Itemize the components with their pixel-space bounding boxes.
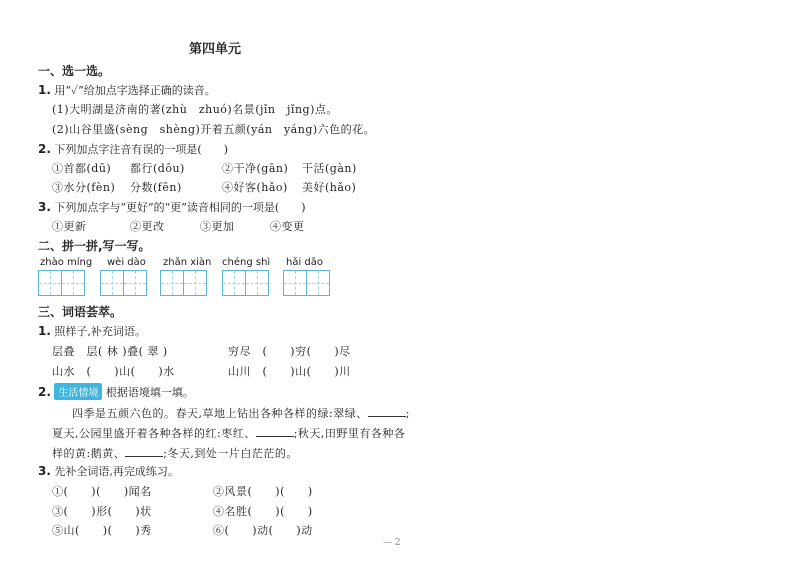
q3-option-3: ③更加 (200, 220, 235, 233)
question-1 (38, 82, 216, 98)
part-1-text: 照样子,补充词语。 (54, 325, 146, 338)
part-1-row-1a: 层叠 层( 林 )叠( 翠 ) (52, 345, 168, 358)
writing-grid-5[interactable] (283, 270, 330, 296)
part-1-row-2b: 山川 ( )山( )川 (228, 365, 351, 378)
part-3-item-6: ⑥( )动( )动 (213, 524, 313, 537)
paragraph-line-2-end: ;秋天,田野里有各种各 (293, 427, 406, 440)
question-1-line-2: (2)山谷里盛(sèng shèng)开着五颜(yán yáng)六色的花。 (52, 123, 376, 136)
fill-blank-2[interactable] (256, 426, 294, 437)
q2-option-4b: 美好(hǎo) (302, 181, 357, 194)
writing-grid-1[interactable] (38, 270, 85, 296)
pinyin-5: hǎi dǎo (286, 257, 324, 268)
part-1-row-2a: 山水 ( )山( )水 (52, 365, 175, 378)
question-2-number: 2. (38, 142, 51, 156)
section-3-heading: 三、词语荟萃。 (38, 305, 123, 319)
pinyin-2: wèi dào (107, 257, 146, 268)
part-2-number: 2. (38, 385, 51, 399)
question-1-line-1: (1)大明湖是济南的著(zhù zhuó)名景(jǐn jǐng)点。 (52, 103, 338, 116)
writing-grid-2[interactable] (100, 270, 147, 296)
q2-option-3b: 分数(fēn) (130, 181, 182, 194)
section-2-heading: 二、拼一拼,写一写。 (38, 239, 151, 253)
part-3-number: 3. (38, 464, 51, 478)
question-3 (38, 199, 306, 215)
section-1-heading: 一、选一选。 (38, 64, 111, 78)
part-3-item-3: ③( )形( )状 (52, 505, 152, 518)
paragraph-line-3-end: ;冬天,到处一片白茫茫的。 (163, 447, 298, 460)
q2-option-1b: 都行(dōu) (130, 162, 185, 175)
pinyin-3: zhǎn xiàn (163, 257, 212, 268)
question-1-text: 用“✓”给加点字选择正确的读音。 (54, 84, 216, 97)
part-2-text: 根据语境填一填。 (105, 386, 194, 399)
part-3-item-2: ②风景( )( ) (213, 485, 313, 498)
paragraph-line-2 (52, 425, 405, 441)
paragraph-line-3-text: 样的黄:鹅黄、 (52, 447, 126, 460)
question-3-number: 3. (38, 200, 51, 214)
q2-option-1a: ①首都(dū) (52, 162, 112, 175)
life-context-tag: 生活情境 (54, 383, 102, 400)
question-1-number: 1. (38, 83, 51, 97)
part-3-item-4: ④名胜( )( ) (213, 505, 313, 518)
pinyin-1: zhào míng (40, 257, 93, 268)
q3-option-1: ①更新 (52, 220, 87, 233)
q2-option-2a: ②干净(gān) (222, 162, 289, 175)
part-1-row-1b: 穷尽 ( )穷( )尽 (228, 345, 351, 358)
question-2-text: 下列加点字注音有误的一项是( ) (54, 143, 229, 156)
question-3-text: 下列加点字与“更好”的“更”读音相同的一项是( ) (54, 201, 306, 214)
writing-grid-3[interactable] (160, 270, 207, 296)
q2-option-4a: ④好客(hǎo) (222, 181, 288, 194)
pinyin-4: chéng shì (222, 257, 271, 268)
fill-blank-3[interactable] (125, 446, 163, 457)
part-3-item-1: ①( )( )闻名 (52, 485, 152, 498)
q3-option-4: ④变更 (270, 220, 305, 233)
q2-option-3a: ③水分(fèn) (52, 181, 116, 194)
part-3-item-5: ⑤山( )( )秀 (52, 524, 152, 537)
part-3-text: 先补全词语,再完成练习。 (54, 465, 179, 478)
page-title: 第四单元 (188, 42, 241, 57)
paragraph-line-3 (52, 445, 298, 461)
part-1-number: 1. (38, 324, 51, 338)
q2-option-2b: 干活(gàn) (302, 162, 357, 175)
q3-option-2: ②更改 (130, 220, 165, 233)
page-number: — 2 (383, 538, 401, 548)
writing-grid-4[interactable] (222, 270, 269, 296)
paragraph-line-1-text: 四季是五颜六色的。春天,草地上钻出各种各样的绿:翠绿、 (72, 407, 368, 420)
fill-blank-1[interactable] (368, 406, 406, 417)
part-3 (38, 463, 179, 479)
paragraph-line-2-text: 夏天,公园里盛开着各种各样的红:枣红、 (52, 427, 256, 440)
paragraph-line-1 (72, 405, 410, 421)
paragraph-line-1-end: ; (405, 407, 410, 420)
part-2 (38, 383, 194, 400)
part-1 (38, 323, 146, 339)
question-2 (38, 141, 228, 157)
